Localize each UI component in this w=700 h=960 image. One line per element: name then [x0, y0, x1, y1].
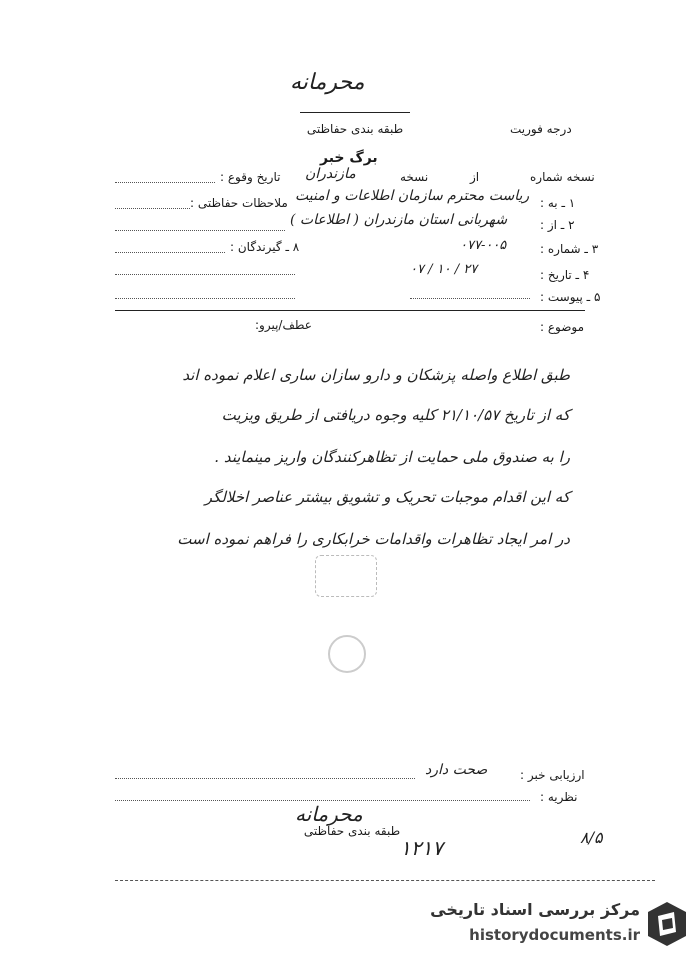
to-line-label: ۱ ـ به : — [540, 196, 576, 210]
bottom-dashed-line — [115, 880, 655, 881]
center-url: historydocuments.ir — [469, 926, 640, 944]
center-name: مرکز بررسی اسناد تاریخی — [430, 900, 640, 919]
copy-number-label: نسخه شماره — [530, 170, 595, 184]
number-line-label: ۳ ـ شماره : — [540, 242, 599, 256]
bottom-classification-handwritten: محرمانه — [295, 802, 363, 826]
attachment-line-label: ۵ ـ پیوست : — [540, 290, 601, 304]
of-label: از — [470, 170, 480, 184]
bottom-classification-caption: طبقه بندی حفاظتی — [303, 824, 401, 838]
reference-label: عطف/پیرو: — [255, 318, 312, 332]
date-of-event-label: تاریخ وقوع : — [220, 170, 281, 184]
handwritten-number: ۱۲۱۷ — [400, 836, 443, 860]
archive-watermark — [410, 892, 695, 954]
from-line-label: ۲ ـ از : — [540, 218, 575, 232]
priority-label: درجه فوریت — [510, 122, 572, 136]
body-line-4: که این اقدام موجبات تحریک و تشویق بیشتر عناصر اخلالگر — [204, 488, 570, 506]
faint-seal-emblem — [328, 635, 366, 673]
security-notes-label: ملاحظات حفاظتی : — [190, 196, 288, 210]
to-value: ریاست محترم سازمان اطلاعات و امنیت — [295, 188, 530, 204]
handwritten-mark: ۸/۵ — [580, 828, 603, 847]
subject-label: موضوع : — [540, 320, 585, 334]
form-title: برگ خبر — [320, 150, 378, 166]
body-line-1: طبق اطلاع واصله پزشکان و دارو سازان ساری اعلام نموده اند — [182, 366, 570, 384]
archive-logo-icon — [644, 898, 690, 948]
copy-label: نسخه — [400, 170, 429, 184]
body-line-3: را به صندوق ملی حمایت از تظاهرکنندگان واریز مینمایند . — [214, 448, 570, 466]
date-value: ۰۷ / ۱۰ / ۲۷ — [410, 262, 478, 277]
opinion-label: نظریه : — [540, 790, 578, 804]
body-line-5: در امر ایجاد تظاهرات واقدامات خرابکاری را فراهم نموده است — [177, 530, 570, 548]
copy-value: مازندران — [305, 166, 356, 182]
header-divider — [115, 310, 585, 311]
evaluation-value: صحت دارد — [425, 762, 488, 778]
recipients-label: ۸ ـ گیرندگان : — [230, 240, 300, 254]
number-value: ۰۷۷-۰۰۵ — [460, 238, 507, 253]
faint-stamp-top — [315, 555, 377, 597]
evaluation-label: ارزیابی خبر : — [520, 768, 585, 782]
from-value: شهربانی استان مازندران ( اطلاعات ) — [290, 212, 508, 228]
classification-caption: طبقه بندی حفاظتی — [306, 122, 404, 136]
date-line-label: ۴ ـ تاریخ : — [540, 268, 590, 282]
body-line-2: که از تاریخ ۲۱/۱۰/۵۷ کلیه وجوه دریافتی از طریق ویزیت — [221, 406, 570, 424]
top-divider — [300, 112, 410, 113]
top-classification-handwritten: محرمانه — [290, 70, 365, 95]
